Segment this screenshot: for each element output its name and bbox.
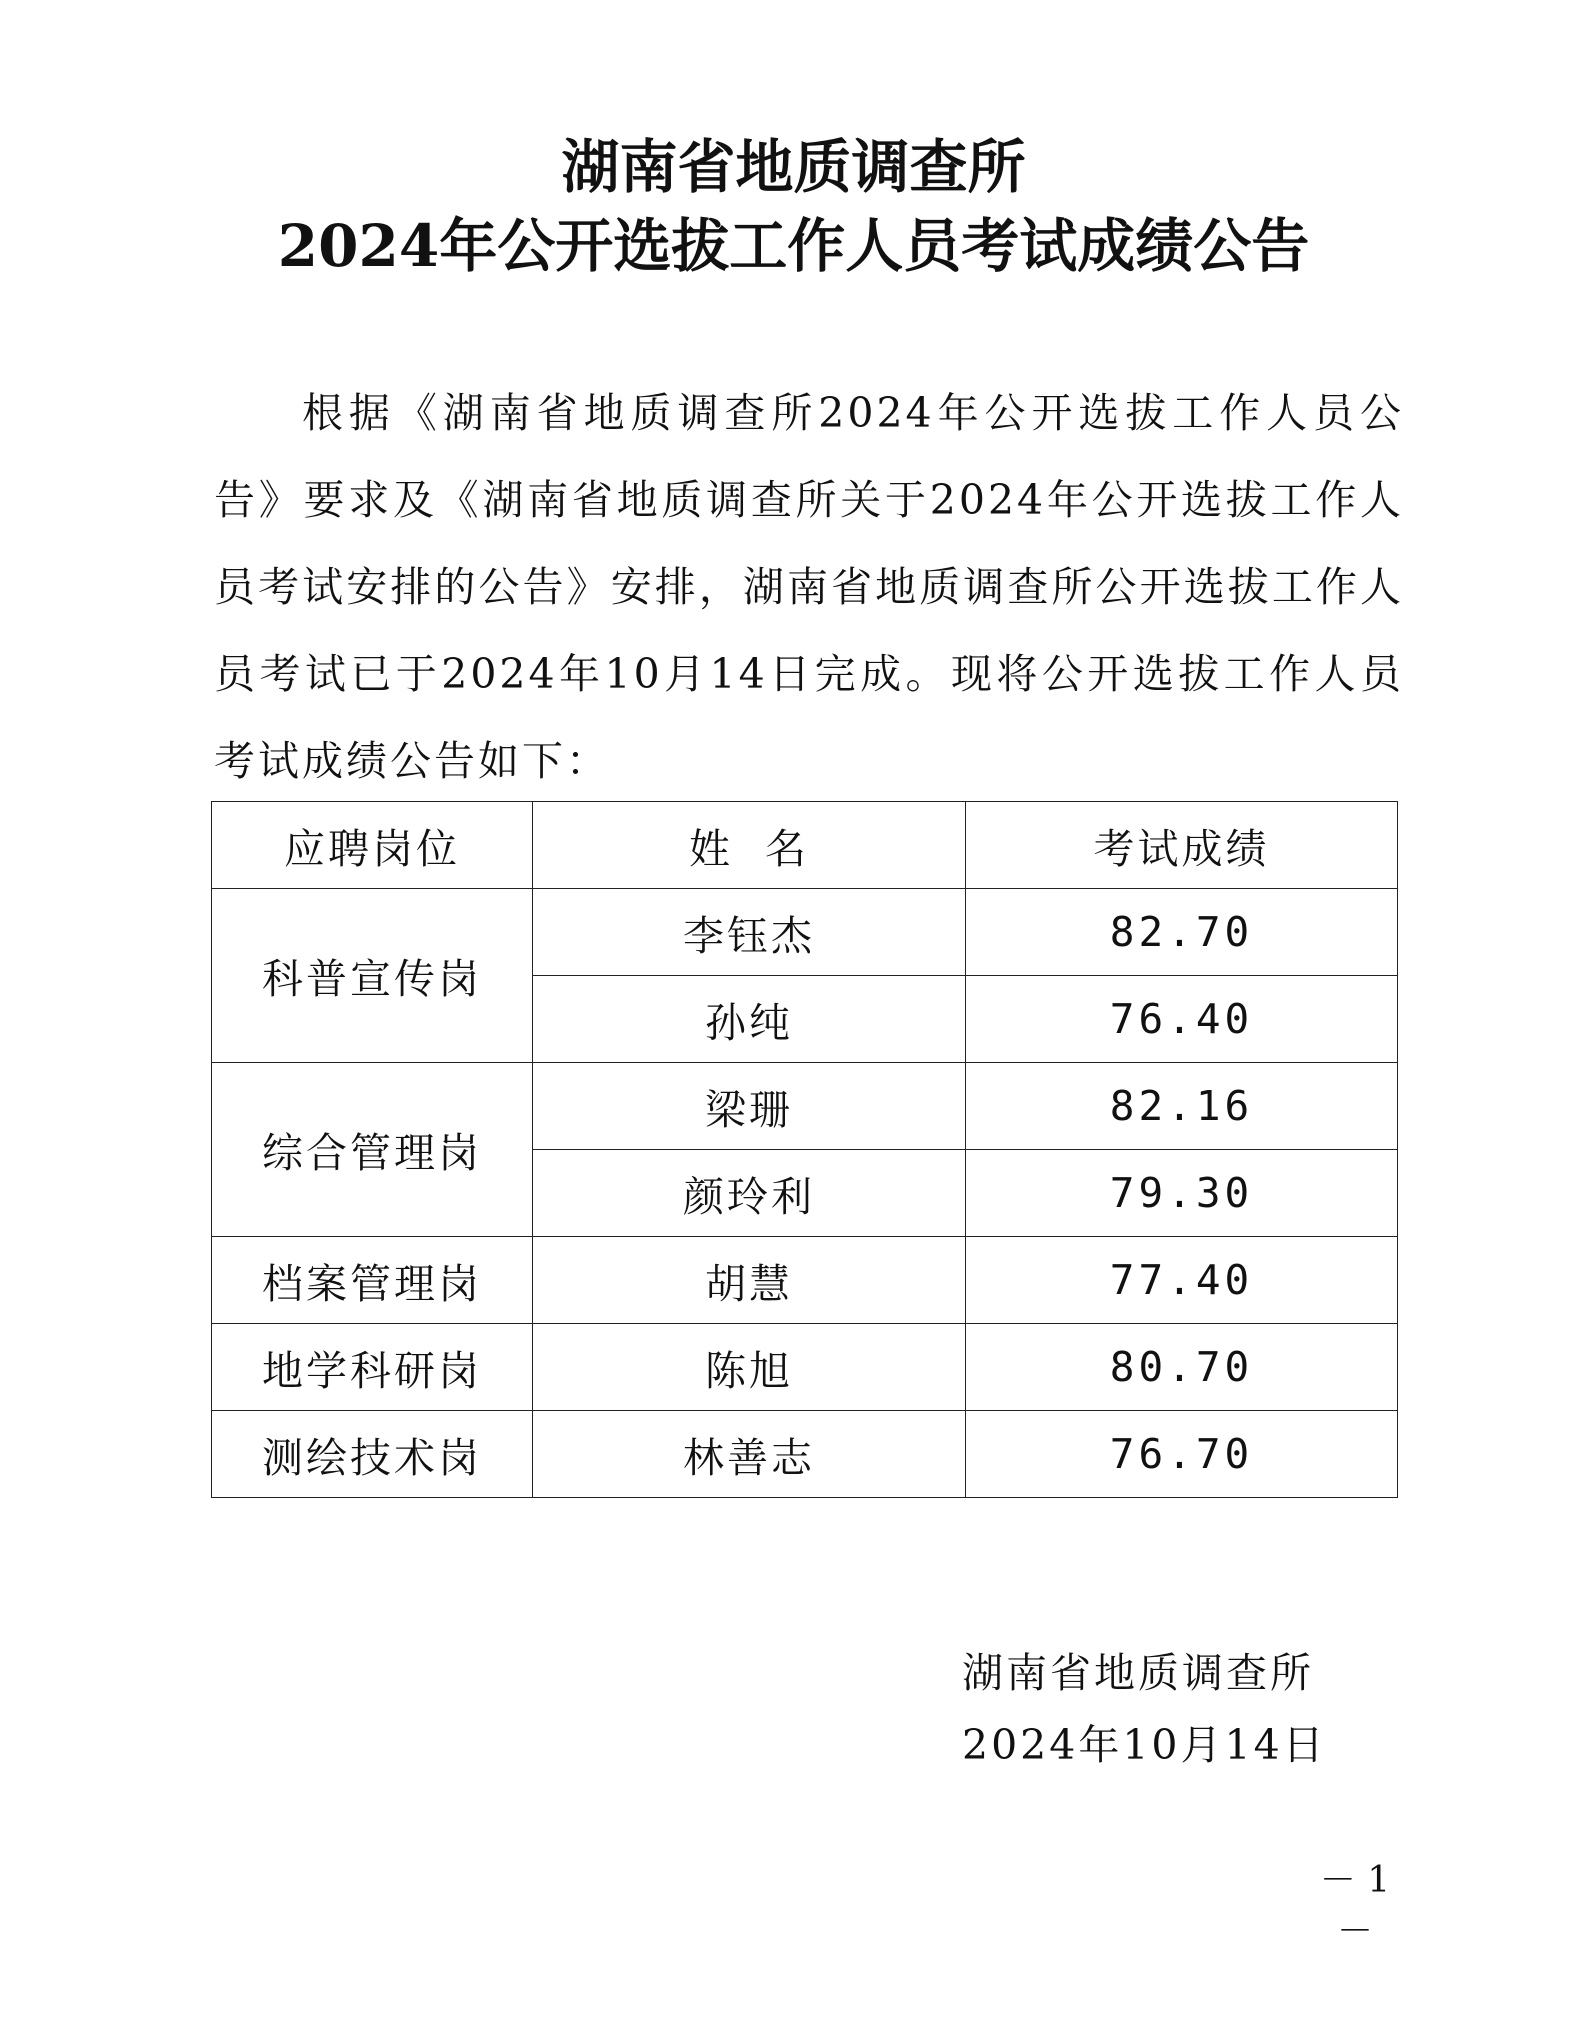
score-cell: 76.40 [966,976,1398,1063]
signature-org: 湖南省地质调查所 [962,1649,1314,1697]
score-cell: 76.70 [966,1411,1398,1498]
table-row [212,1063,1398,1150]
score-cell: 77.40 [966,1237,1398,1324]
header-name: 姓 名 [533,802,966,889]
position-cell: 测绘技术岗 [212,1411,533,1498]
score-cell: 82.16 [966,1063,1398,1150]
page-number: － 1 － [1319,1860,1391,1952]
name-cell: 梁珊 [533,1063,966,1150]
score-cell: 82.70 [966,889,1398,976]
position-cell: 综合管理岗 [212,1063,533,1237]
header-position: 应聘岗位 [212,802,533,889]
body-paragraph: 根据《湖南省地质调查所2024年公开选拔工作人员公告》要求及《湖南省地质调查所关于2024年公开选拔工作人员考试安排的公告》安排，湖南省地质调查所公开选拔工作人员考试已于2024年10月14日完成。现将公开选拔工作人员考试成绩公告如下： [214,389,1404,785]
signature-date: 2024年10月14日 [962,1721,1327,1769]
score-cell: 80.70 [966,1324,1398,1411]
position-cell: 地学科研岗 [212,1324,533,1411]
score-table [211,801,1398,1498]
name-cell: 颜玲利 [533,1150,966,1237]
header-score: 考试成绩 [966,802,1398,889]
table-row [212,889,1398,976]
document-title-line2: 2024年公开选拔工作人员考试成绩公告 [277,212,1310,280]
score-cell: 79.30 [966,1150,1398,1237]
table-row [212,1411,1398,1498]
table-row [212,1324,1398,1411]
table-header-row [212,802,1398,889]
name-cell: 陈旭 [533,1324,966,1411]
name-cell: 林善志 [533,1411,966,1498]
document-title-line1: 湖南省地质调查所 [561,133,1026,201]
position-cell: 档案管理岗 [212,1237,533,1324]
position-cell: 科普宣传岗 [212,889,533,1063]
table-row [212,1237,1398,1324]
name-cell: 孙纯 [533,976,966,1063]
name-cell: 胡慧 [533,1237,966,1324]
name-cell: 李钰杰 [533,889,966,976]
